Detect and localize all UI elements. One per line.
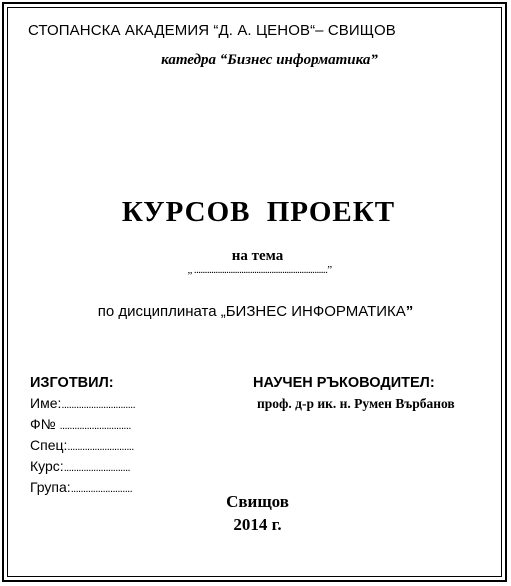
field-label: Ф№ [30,416,60,432]
author-field-faculty-number [30,415,135,436]
author-field-course [30,457,135,478]
field-blank: ......................... [70,483,133,495]
supervisor-name: проф. д-р ик. н. Румен Върбанов [257,396,455,411]
discipline-text: по дисциплината „БИЗНЕС ИНФОРМАТИКА [97,303,406,320]
field-blank: .............................. [61,399,136,411]
discipline-closing-quote: ” [405,303,414,320]
field-blank: ........................... [63,462,131,474]
field-blank: ........................... [67,441,134,453]
discipline-line [0,303,511,320]
topic-label: на тема [231,248,284,264]
author-block [30,375,135,499]
topic-blank-line: „ ..............................................................” [187,264,332,276]
field-blank: ............................. [59,420,131,432]
supervisor-block [253,375,455,412]
field-label: Име: [30,395,62,411]
institution-name: СТОПАНСКА АКАДЕМИЯ “Д. А. ЦЕНОВ“– СВИЩОВ [28,22,396,39]
city: Свищов [226,492,289,511]
department-name: катедра “Бизнес информатика” [161,52,378,68]
field-label: Курс: [30,458,64,474]
document-title: КУРСОВ ПРОЕКТ [121,196,396,228]
author-heading: ИЗГОТВИЛ: [30,375,114,391]
year: 2014 г. [233,515,282,534]
field-label: Спец: [30,437,68,453]
author-field-specialty [30,436,135,457]
author-field-name [30,394,135,415]
supervisor-heading: НАУЧЕН РЪКОВОДИТЕЛ: [253,375,435,391]
field-label: Група: [30,479,71,495]
